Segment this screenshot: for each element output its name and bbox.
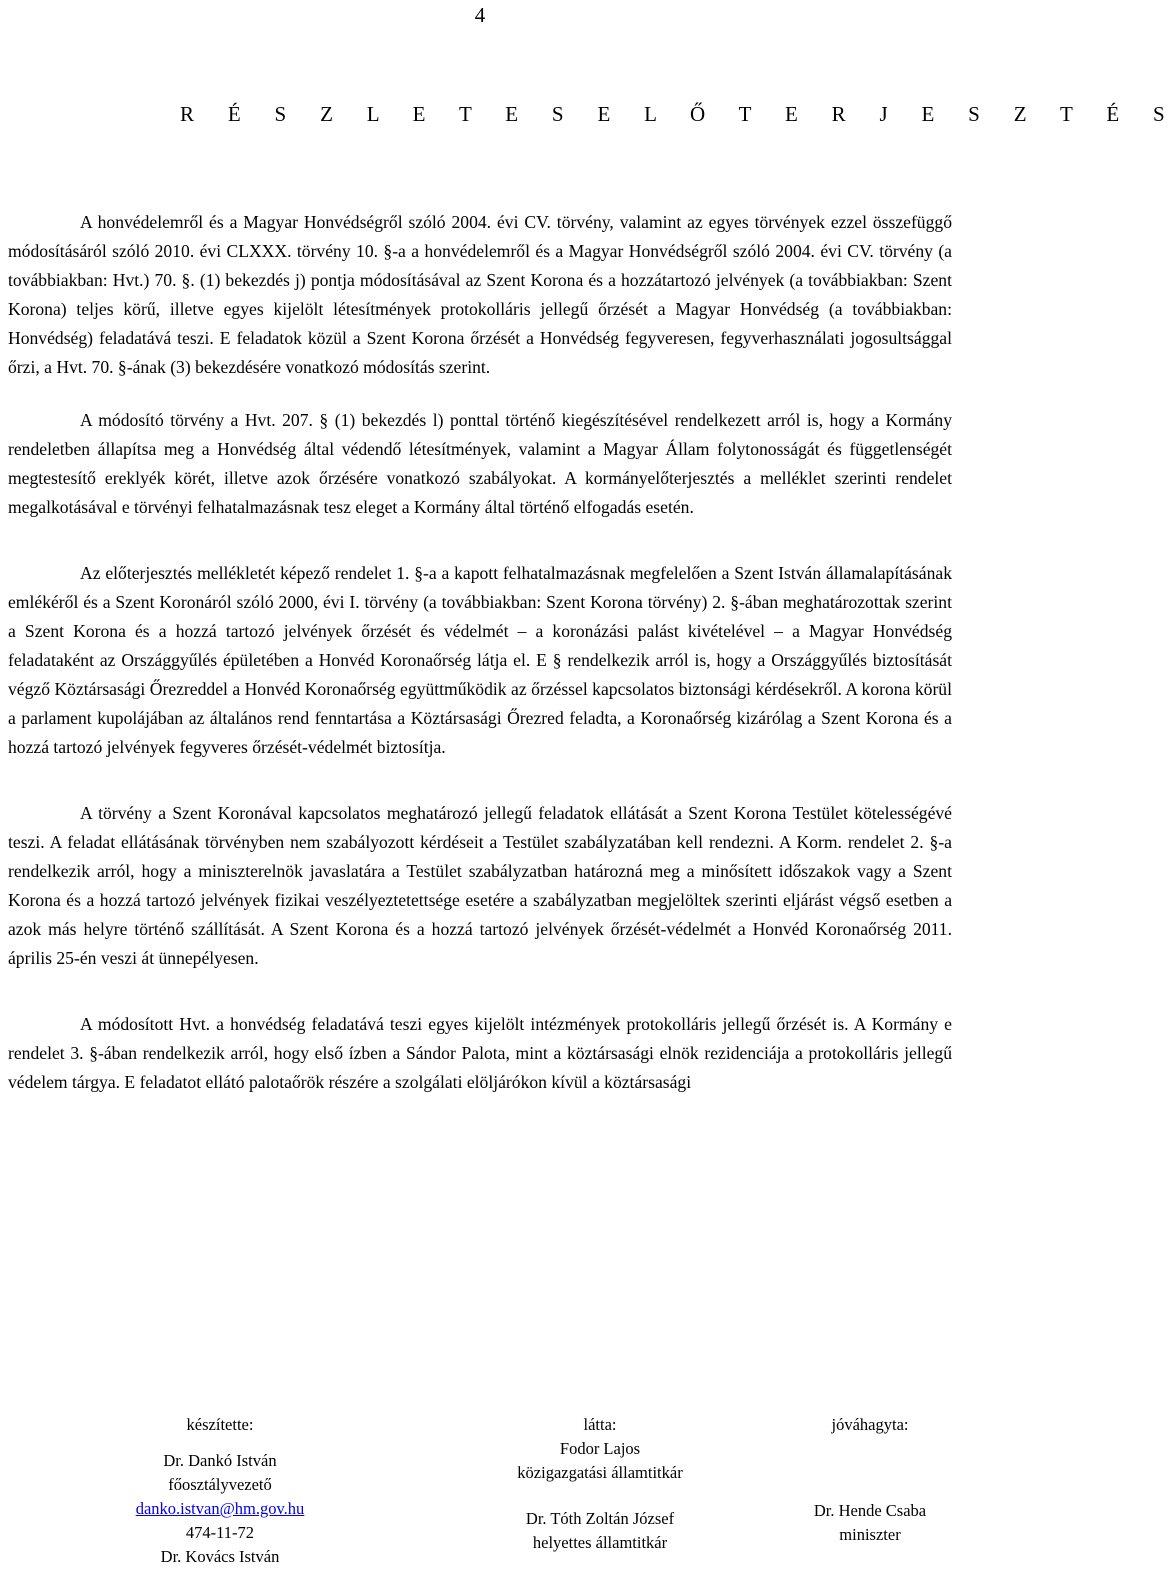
paragraph-2: A módosító törvény a Hvt. 207. § (1) bekezdés l) ponttal történő kiegészítésével rendelkezett arról is, hogy a Kormány rendeletben állapítsa meg a Honvédség által védendő létesítmények, valamint a Magyar Állam folytonosságát és függetlenségét megtestesítő ereklyék körét, illetve azok őrzésére vonatkozó szabályokat. A kormányelőterjesztés a melléklet szerinti rendelet megalkotásával e törvényi felhatalmazásnak tesz eleget a Kormány által történő elfogadás esetén. [8, 410, 952, 517]
paragraph-5: A módosított Hvt. a honvédség feladatává teszi egyes kijelölt intézmények protokolláris jellegű őrzését is. A Kormány e rendelet 3. §-ában rendelkezik arról, hogy első ízben a Sándor Palota, mint a köztársasági elnök rezidenciája a protokolláris jellegű védelem tárgya. E feladatot ellátó palotaőrök részére a szolgálati elöljárókon kívül a köztársasági [8, 1014, 952, 1092]
signature-name: Fodor Lajos [559, 1439, 641, 1458]
signature-name-2: Dr. Tóth Zoltán József [525, 1509, 675, 1528]
document-body [8, 208, 952, 1097]
signature-prepared-by [110, 1413, 330, 1569]
signature-title: közigazgatási államtitkár [517, 1463, 683, 1482]
signature-seen-by [480, 1413, 720, 1555]
page-number: 4 [474, 3, 486, 27]
signature-name: Dr. Hende Csaba [813, 1501, 927, 1520]
signature-block [0, 1413, 960, 1573]
document-heading: R É S Z L E T E S E L Ő T E R J E S Z T É S [180, 102, 1172, 126]
signature-title: főosztályvezető [168, 1475, 272, 1494]
signature-label: jóváhagyta: [831, 1415, 909, 1434]
paragraph-1: A honvédelemről és a Magyar Honvédségről szóló 2004. évi CV. törvény, valamint az egyes törvények ezzel összefüggő módosításáról szóló 2010. évi CLXXX. törvény 10. §-a a honvédelemről és a Magyar Honvédségről szóló 2004. évi CV. törvény (a továbbiakban: Hvt.) 70. §. (1) bekezdés j) pontja módosításával az Szent Korona és a hozzátartozó jelvények (a továbbiakban: Szent Korona) teljes körű, illetve egyes kijelölt létesítmények protokolláris jellegű őrzését a Magyar Honvédség (a továbbiakban: Honvédség) feladatává teszi. E feladatok közül a Szent Korona őrzését a Honvédség fegyveresen, fegyverhasználati jogosultsággal őrzi, a Hvt. 70. §-ának (3) bekezdésére vonatkozó módosítás szerint. [8, 212, 952, 377]
signature-label: készítette: [186, 1415, 254, 1434]
paragraph-3: Az előterjesztés mellékletét képező rendelet 1. §-a a kapott felhatalmazásnak megfelelően a Szent István államalapításának emlékéről és a Szent Koronáról szóló 2000, évi I. törvény (a továbbiakban: Szent Korona törvény) 2. §-ában meghatározottak szerint a Szent Korona és a hozzá tartozó jelvények őrzését és védelmét – a koronázási palást kivételével – a Magyar Honvédség feladataként az Országgyűlés épületében a Honvéd Koronaőrség látja el. E § rendelkezik arról is, hogy a Országgyűlés biztosítását végző Köztársasági Őrezreddel a Honvéd Koronaőrség együttműködik az őrzéssel kapcsolatos biztonsági kérdésekről. A korona körül a parlament kupolájában az általános rend fenntartása a Köztársasági Őrezred feladta, a Koronaőrség kizárólag a Szent Korona és a hozzá tartozó jelvények fegyveres őrzését-védelmét biztosítja. [8, 563, 952, 757]
signature-title-2: helyettes államtitkár [532, 1533, 668, 1552]
signature-title: miniszter [839, 1525, 901, 1544]
signature-name-2: Dr. Kovács István [160, 1547, 280, 1566]
signature-label: látta: [583, 1415, 617, 1434]
phone-number: 474-11-72 [185, 1523, 255, 1542]
paragraph-4: A törvény a Szent Koronával kapcsolatos meghatározó jellegű feladatok ellátását a Szent Korona Testület kötelességévé teszi. A feladat ellátásának törvényben nem szabályozott kérdéseit a Testület szabályzatában kell rendezni. A Korm. rendelet 2. §-a rendelkezik arról, hogy a miniszterelnök javaslatára a Testület szabályzatban határozná meg a minősített időszakok vagy a Szent Korona és a hozzá tartozó jelvények fizikai veszélyeztetettsége esetére a szabályzatban megjelöltek szerinti eljárást végső esetben a azok más helyre történő szállítását. A Szent Korona és a hozzá tartozó jelvények őrzését-védelmét a Honvéd Koronaőrség 2011. április 25-én veszi át ünnepélyesen. [8, 803, 952, 968]
signature-approved-by [780, 1413, 960, 1547]
signature-name: Dr. Dankó István [163, 1451, 277, 1470]
email-link[interactable]: danko.istvan@hm.gov.hu [135, 1499, 305, 1518]
